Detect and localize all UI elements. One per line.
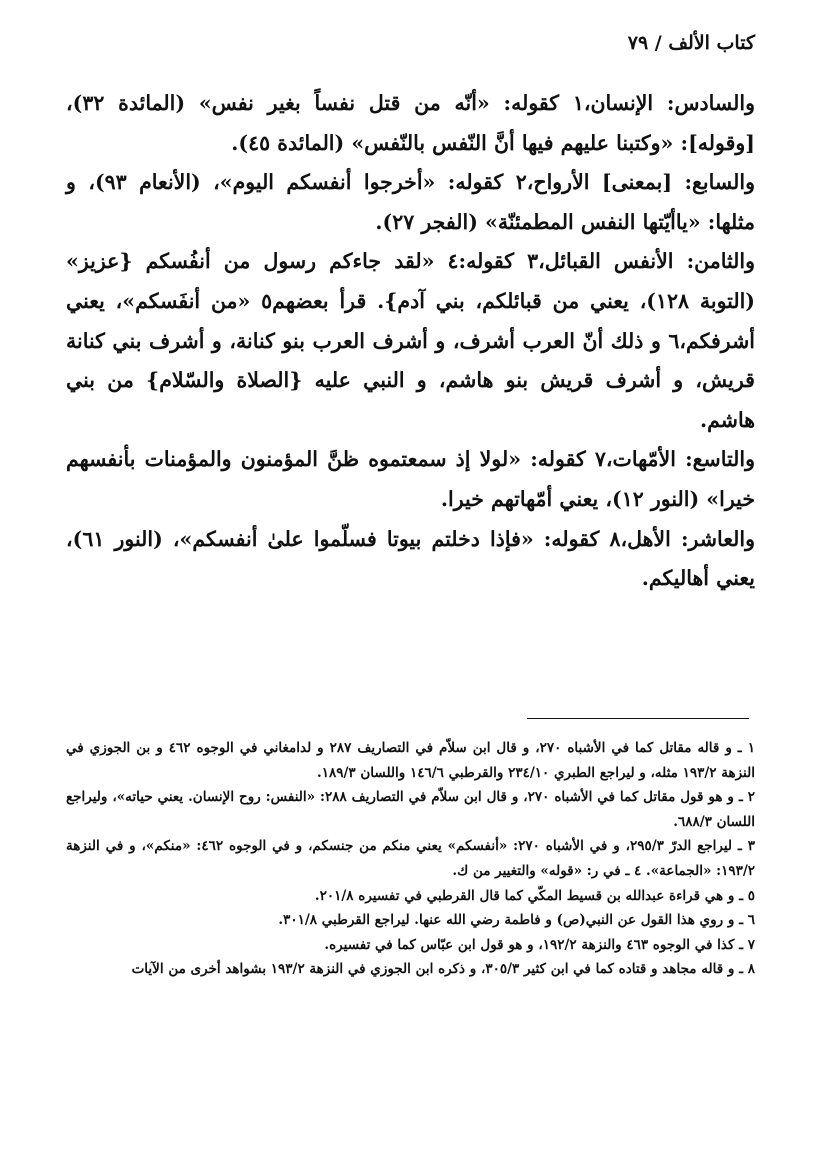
footnote-2: ٢ ـ و هو قول مقاتل كما في الأشباه ٢٧٠، و قال ابن سلاّم في التصاريف ٢٨٨: «النفس: روح الإنسان. يعني حياته»، وليراجع اللسان ٦٨٨/٣.: [66, 789, 755, 830]
footnote-6: ٦ ـ و روي هذا القول عن النبي(ص) و فاطمة رضي الله عنها. ليراجع القرطبي ٣٠١/٨.: [278, 912, 755, 929]
footnote-divider: [527, 718, 749, 719]
main-text: [66, 84, 755, 599]
paragraph-seventh: والسابع: [بمعنى] الأرواح،٢ كقوله: «أخرجوا أنفسكم اليوم»، (الأنعام ٩٣)، و مثلها: «ياأيّتها النفس المطمئنّة» (الفجر ٢٧).: [66, 170, 756, 234]
footnote-8: ٨ ـ و قاله مجاهد و قتاده كما في ابن كثير ٣٠٥/٣، و ذكره ابن الجوزي في النزهة ١٩٣/٢ بشواهد أخرى من الآيات: [131, 961, 755, 978]
footnote-3: ٣ ـ ليراجع الدرّ ٢٩٥/٣، و في الأشباه ٢٧٠: «أنفسكم» يعني منكم من جنسكم، و في الوجوه ٤٦٢: «منكم»، و في النزهة ١٩٣/٢: «الجماعة». ٤ ـ في ر: «قوله» والتغيير من ك.: [66, 838, 755, 879]
paragraph-tenth: والعاشر: الأهل،٨ كقوله: «فإذا دخلتم بيوتا فسلّموا علىٰ أنفسكم»، (النور ٦١)، يعني أهاليكم.: [66, 526, 755, 591]
paragraph-sixth: والسادس: الإنسان،١ كقوله: «أنّه من قتل نفساً بغير نفس» (المائدة ٣٢)، [وقوله]: «وكتبنا عليهم فيها أنَّ النّفس بالنّفس» (المائدة ٤٥).: [66, 91, 755, 155]
footnote-1: ١ ـ و قاله مقاتل كما في الأشباه ٢٧٠، و قال ابن سلاّم في التصاريف ٢٨٧ و لدامغاني في الوجوه ٤٦٢ و بن الجوزي في النزهة ١٩٣/٢ مثله، و ليراجع الطبري ٢٣٤/١٠ والقرطبي ١٤٦/٦ واللسان ١٨٩/٣.: [66, 740, 755, 781]
footnote-5: ٥ ـ و هي قراءة عبدالله بن قسيط المكّي كما قال القرطبي في تفسيره ٢٠١/٨.: [314, 887, 755, 904]
paragraph-eighth: والثامن: الأنفس القبائل،٣ كقوله:٤ «لقد جاءكم رسول من أنفُسكم {عزيز» (التوبة ١٢٨)، يعني من قبائلكم، بني آدم}. قرأ بعضهم٥ «من أنفَسكم»، يعني أشرفكم،٦ و ذلك أنّ العرب أشرف، و أشرف العرب بنو كنانة، و أشرف بني كنانة قريش، و أشرف قريش بنو هاشم، و النبي عليه {الصلاة والسّلام} من بني هاشم.: [66, 249, 755, 432]
paragraph-ninth: والتاسع: الأمّهات،٧ كقوله: «لولا إذ سمعتموه ظنَّ المؤمنون والمؤمنات بأنفسهم خيرا» (النور ١٢)، يعني أمّهاتهم خيرا.: [66, 447, 756, 511]
footnote-7: ٧ ـ كذا في الوجوه ٤٦٣ والنزهة ١٩٢/٢، و هو قول ابن عبّاس كما في تفسيره.: [324, 936, 755, 953]
running-header: كتاب الألف / ٧٩: [627, 32, 755, 54]
footnotes: [66, 736, 755, 982]
